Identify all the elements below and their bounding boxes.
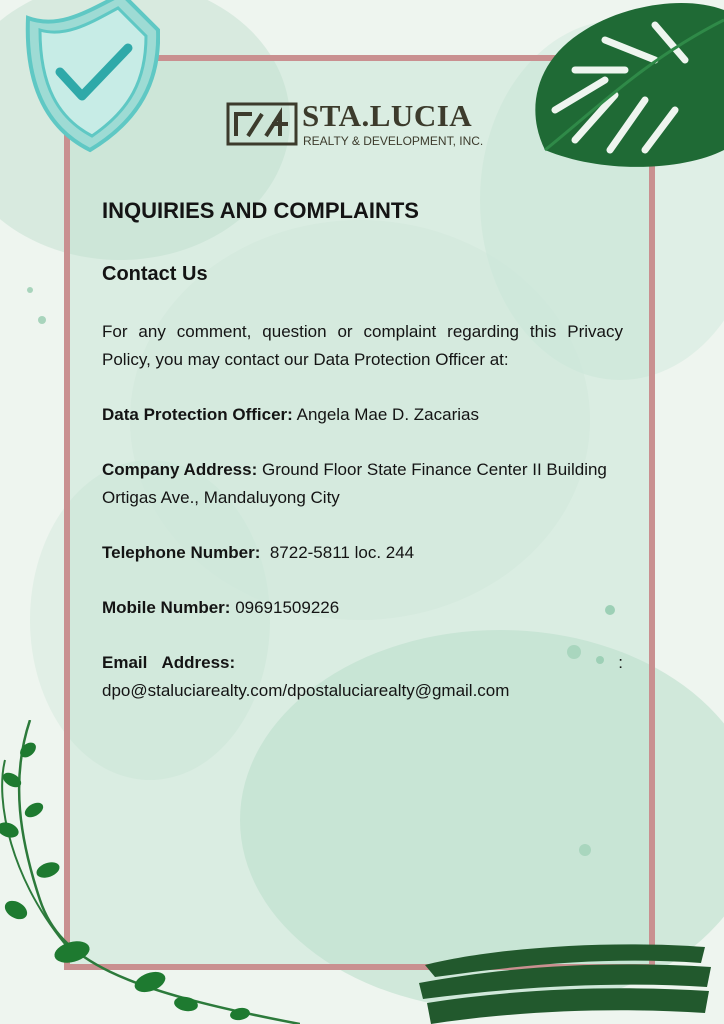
dpo-row xyxy=(102,401,623,429)
vine-icon xyxy=(0,720,300,1024)
mobile-value: 09691509226 xyxy=(235,598,340,617)
intro-paragraph: For any comment, question or complaint regarding this Privacy Policy, you may contact our Data Protection Officer at: xyxy=(102,322,623,369)
section-heading: Contact Us xyxy=(102,263,208,285)
address-label: Company Address: xyxy=(102,460,258,479)
logo-name: STA.LUCIA xyxy=(302,98,473,133)
logo-subtitle: REALTY & DEVELOPMENT, INC. xyxy=(303,134,484,148)
logo-mark-icon xyxy=(226,102,298,146)
email-value: dpo@staluciarealty.com/dpostaluciarealty@gmail.com xyxy=(102,681,510,700)
monstera-leaf-icon xyxy=(515,0,724,170)
phone-value: 8722-5811 loc. 244 xyxy=(269,543,415,562)
email-colon: : xyxy=(618,653,623,672)
shield-check-icon xyxy=(10,0,160,160)
dpo-label: Data Protection Officer: xyxy=(102,405,293,424)
phone-label: Telephone Number: xyxy=(102,543,261,562)
phone-row xyxy=(102,539,623,567)
email-row xyxy=(102,649,623,677)
dpo-value: Angela Mae D. Zacarias xyxy=(296,405,479,424)
brush-stroke xyxy=(415,935,715,1024)
mobile-label: Mobile Number: xyxy=(102,598,231,617)
company-logo xyxy=(226,100,506,150)
address-value: Ground Floor State Finance Center II Building Ortigas Ave., Mandaluyong City xyxy=(102,460,607,507)
email-label: Email Address: xyxy=(102,653,236,672)
main-content xyxy=(102,196,623,705)
address-row xyxy=(102,456,623,512)
page-title: INQUIRIES AND COMPLAINTS xyxy=(102,198,419,223)
mobile-row xyxy=(102,594,623,622)
